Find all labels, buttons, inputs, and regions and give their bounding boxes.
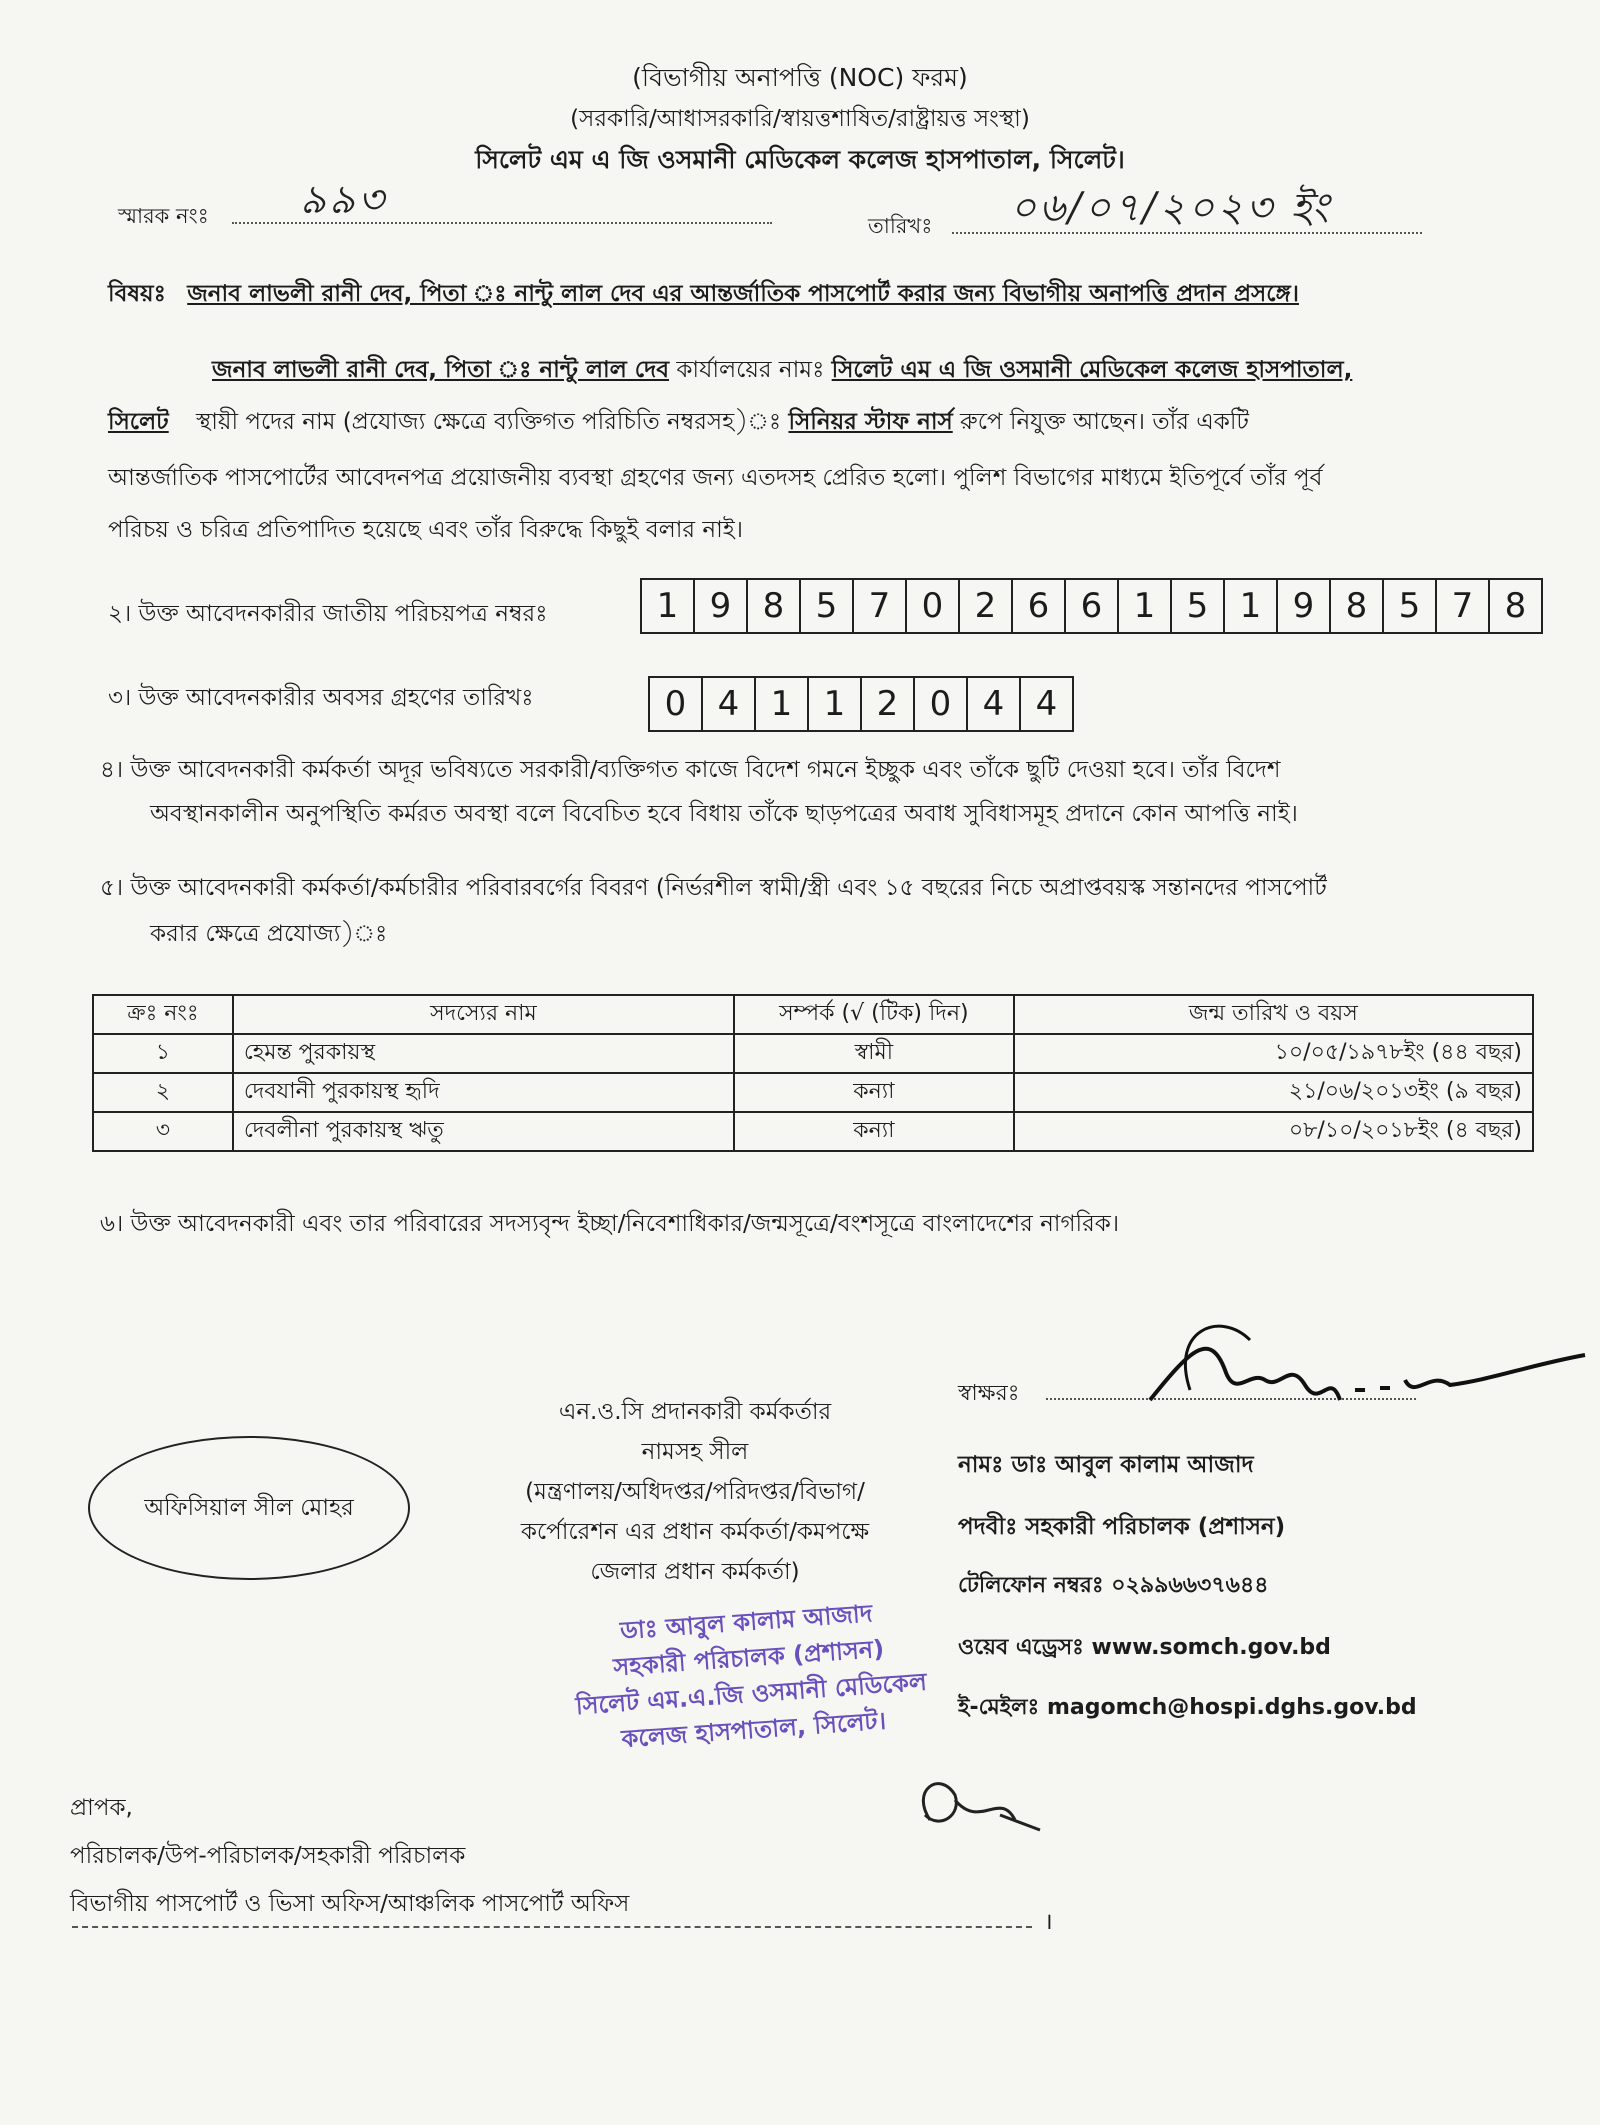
cell-name: দেবযানী পুরকায়স্থ হৃদি — [233, 1073, 734, 1112]
noc-line: এন.ও.সি প্রদানকারী কর্মকর্তার — [558, 1399, 832, 1425]
cell-dob: ০৮/১০/২০১৮ইং (৪ বছর) — [1014, 1112, 1533, 1151]
para1-line1 — [212, 348, 1552, 392]
memo-date-label: তারিখঃ — [868, 214, 933, 238]
para5-line1: ৫। উক্ত আবেদনকারী কর্মকর্তা/কর্মচারীর পরিবারবর্গের বিবরণ (নির্ভরশীল স্বামী/স্ত্রী এবং ১৫ বছরের নিচে অপ্রাপ্তবয়স্ক সন্তানদের পাসপোর্ট — [100, 875, 1327, 901]
retirement-digit-box: 4 — [968, 678, 1021, 730]
officer-rubber-stamp: ডাঃ আবুল কালাম আজাদ সহকারী পরিচালক (প্রশাসন) সিলেট এম.এ.জি ওসমানী মেডিকেল কলেজ হাসপাতাল, সিলেট। — [574, 1599, 928, 1754]
para4-line1: ৪। উক্ত আবেদনকারী কর্মকর্তা অদূর ভবিষ্যতে সরকারী/ব্যক্তিগত কাজে বিদেশ গমনে ইচ্ছুক এবং তাঁকে ছুটি দেওয়া হবে। তাঁর বিদেশ — [100, 757, 1281, 783]
nid-digit-box: 8 — [1331, 580, 1384, 632]
recipient-line: প্রাপক, — [70, 1795, 133, 1821]
nid-digit-box: 5 — [1172, 580, 1225, 632]
para6: ৬। উক্ত আবেদনকারী এবং তার পরিবারের সদস্যবৃন্দ ইচ্ছা/নিবেশাধিকার/জন্মসূত্রে/বংশসূত্রে বাংলাদেশের নাগরিক। — [100, 1211, 1120, 1237]
para1-line3: আন্তর্জাতিক পাসপোর্টের আবেদনপত্র প্রয়োজনীয় ব্যবস্থা গ্রহণের জন্য এতদসহ প্রেরিত হলো। পুলিশ বিভাগের মাধ্যমে ইতিপূর্বে তাঁর পূর্ব — [108, 465, 1323, 491]
office-value: সিলেট এম এ জি ওসমানী মেডিকেল কলেজ হাসপাতাল, — [831, 357, 1353, 383]
table-row — [93, 1034, 1533, 1073]
recipient-address-line — [72, 1926, 1032, 1928]
cell-relation: স্বামী — [734, 1034, 1014, 1073]
retirement-digit-box: 4 — [1035, 684, 1058, 724]
recipient-line-end: । — [1044, 1909, 1053, 1935]
nid-digit-box: 8 — [748, 580, 801, 632]
cell-dob: ১০/০৫/১৯৭৮ইং (৪৪ বছর) — [1014, 1034, 1533, 1073]
noc-line: (মন্ত্রণালয়/অধিদপ্তর/পরিদপ্তর/বিভাগ/ — [525, 1479, 865, 1505]
office-label: কার্যালয়ের নামঃ — [676, 357, 825, 383]
recipient-line: পরিচালক/উপ-পরিচালক/সহকারী পরিচালক — [70, 1843, 466, 1869]
table-row — [93, 1073, 1533, 1112]
noc-line: জেলার প্রধান কর্মকর্তা) — [590, 1559, 800, 1585]
subject-line — [108, 272, 1548, 316]
para1-line2 — [108, 400, 1548, 444]
recipient-block — [70, 1784, 629, 1928]
initials-signature — [900, 1760, 1050, 1850]
para5-line2: করার ক্ষেত্রে প্রযোজ্য)ঃ — [150, 921, 388, 947]
col-serial-header: ক্রঃ নংঃ — [93, 995, 233, 1034]
subject-text: জনাব লাভলী রানী দেব, পিতা ঃ নান্টু লাল দেব এর আন্তর্জাতিক পাসপোর্ট করার জন্য বিভাগীয় অনাপত্তি প্রদান প্রসঙ্গে। — [187, 281, 1299, 307]
post-label: স্থায়ী পদের নাম (প্রযোজ্য ক্ষেত্রে ব্যক্তিগত পরিচিতি নম্বরসহ)ঃ — [196, 409, 782, 435]
retirement-digit-box: 1 — [756, 678, 809, 730]
col-dob-header: জন্ম তারিখ ও বয়স — [1014, 995, 1533, 1034]
applicant-name: জনাব লাভলী রানী দেব, পিতা ঃ নান্টু লাল দেব — [212, 357, 670, 383]
memo-date-value: ০৬/০৭/২০২৩ ইং — [1010, 185, 1332, 231]
signatory-name: নামঃ ডাঃ আবুল কালাম আজাদ — [958, 1452, 1254, 1478]
nid-digit-box: 6 — [1066, 580, 1119, 632]
memo-number-value: ৯৯৩ — [300, 177, 387, 223]
table-row — [93, 1112, 1533, 1151]
para4-line2: অবস্থানকালীন অনুপস্থিতি কর্মরত অবস্থা বলে বিবেচিত হবে বিধায় তাঁকে ছাড়পত্রের অবাধ সুবিধাসমূহ প্রদানে কোন আপত্তি নাই। — [150, 801, 1298, 827]
post-tail: রুপে নিযুক্ত আছেন। তাঁর একটি — [960, 409, 1249, 435]
memo-number-label: স্মারক নংঃ — [118, 204, 209, 228]
nid-label: ২। উক্ত আবেদনকারীর জাতীয় পরিচয়পত্র নম্বরঃ — [108, 601, 548, 627]
cell-serial: ২ — [93, 1073, 233, 1112]
nid-digit-box: 8 — [1504, 586, 1527, 626]
cell-dob: ২১/০৬/২০১৩ইং (৯ বছর) — [1014, 1073, 1533, 1112]
cell-relation: কন্যা — [734, 1073, 1014, 1112]
col-relation-header: সম্পর্ক (√ (টিক) দিন) — [734, 995, 1014, 1034]
nid-boxes — [640, 578, 1543, 634]
office-value-cont: সিলেট — [108, 409, 169, 435]
signatory-phone: টেলিফোন নম্বরঃ ০২৯৯৬৬৩৭৬৪৪ — [958, 1573, 1269, 1598]
post-value: সিনিয়র স্টাফ নার্স — [788, 409, 953, 435]
nid-digit-box: 1 — [642, 580, 695, 632]
signatory-web: ওয়েব এড্রেসঃ www.somch.gov.bd — [958, 1635, 1331, 1660]
table-header-row — [93, 995, 1533, 1034]
signatory-email: ই-মেইলঃ magomch@hospi.dghs.gov.bd — [958, 1695, 1417, 1720]
nid-digit-box: 9 — [1278, 580, 1331, 632]
cell-serial: ১ — [93, 1034, 233, 1073]
cell-name: হেমন্ত পুরকায়স্থ — [233, 1034, 734, 1073]
org-types: (সরকারি/আধাসরকারি/স্বায়ত্তশাষিত/রাষ্ট্রায়ত্ত সংস্থা) — [570, 106, 1030, 132]
nid-digit-box: 5 — [1384, 580, 1437, 632]
noc-line: নামসহ সীল — [641, 1439, 749, 1465]
institution-name: সিলেট এম এ জি ওসমানী মেডিকেল কলেজ হাসপাতাল, সিলেট। — [475, 145, 1125, 174]
col-name-header: সদস্যের নাম — [233, 995, 734, 1034]
nid-digit-box: 1 — [1225, 580, 1278, 632]
signatory-designation: পদবীঃ সহকারী পরিচালক (প্রশাসন) — [958, 1514, 1286, 1540]
nid-digit-box: 1 — [1119, 580, 1172, 632]
nid-digit-box: 9 — [695, 580, 748, 632]
nid-digit-box: 6 — [1013, 580, 1066, 632]
form-title: (বিভাগীয় অনাপত্তি (NOC) ফরম) — [632, 63, 968, 92]
nid-digit-box: 0 — [907, 580, 960, 632]
subject-label: বিষয়ঃ — [108, 281, 166, 307]
cell-relation: কন্যা — [734, 1112, 1014, 1151]
retirement-digit-box: 1 — [809, 678, 862, 730]
retirement-digit-box: 0 — [915, 678, 968, 730]
retirement-digit-box: 2 — [862, 678, 915, 730]
retirement-label: ৩। উক্ত আবেদনকারীর অবসর গ্রহণের তারিখঃ — [108, 685, 534, 711]
noc-officer-block — [470, 1392, 920, 1592]
cell-serial: ৩ — [93, 1112, 233, 1151]
retirement-digit-box: 4 — [703, 678, 756, 730]
retirement-boxes — [648, 676, 1074, 732]
officer-signature — [1130, 1310, 1590, 1440]
nid-digit-box: 2 — [960, 580, 1013, 632]
family-table — [92, 994, 1534, 1152]
noc-line: কর্পোরেশন এর প্রধান কর্মকর্তা/কমপক্ষে — [520, 1519, 870, 1545]
nid-digit-box: 7 — [1437, 580, 1490, 632]
retirement-digit-box: 0 — [650, 678, 703, 730]
nid-digit-box: 5 — [801, 580, 854, 632]
official-seal-oval — [88, 1436, 410, 1580]
official-seal-label: অফিসিয়াল সীল মোহর — [144, 1494, 354, 1521]
cell-name: দেবলীনা পুরকায়স্থ ঋতু — [233, 1112, 734, 1151]
recipient-line: বিভাগীয় পাসপোর্ট ও ভিসা অফিস/আঞ্চলিক পাসপোর্ট অফিস — [70, 1891, 630, 1917]
nid-digit-box: 7 — [854, 580, 907, 632]
signature-label: স্বাক্ষরঃ — [958, 1381, 1020, 1406]
para1-line4: পরিচয় ও চরিত্র প্রতিপাদিত হয়েছে এবং তাঁর বিরুদ্ধে কিছুই বলার নাই। — [108, 517, 743, 543]
